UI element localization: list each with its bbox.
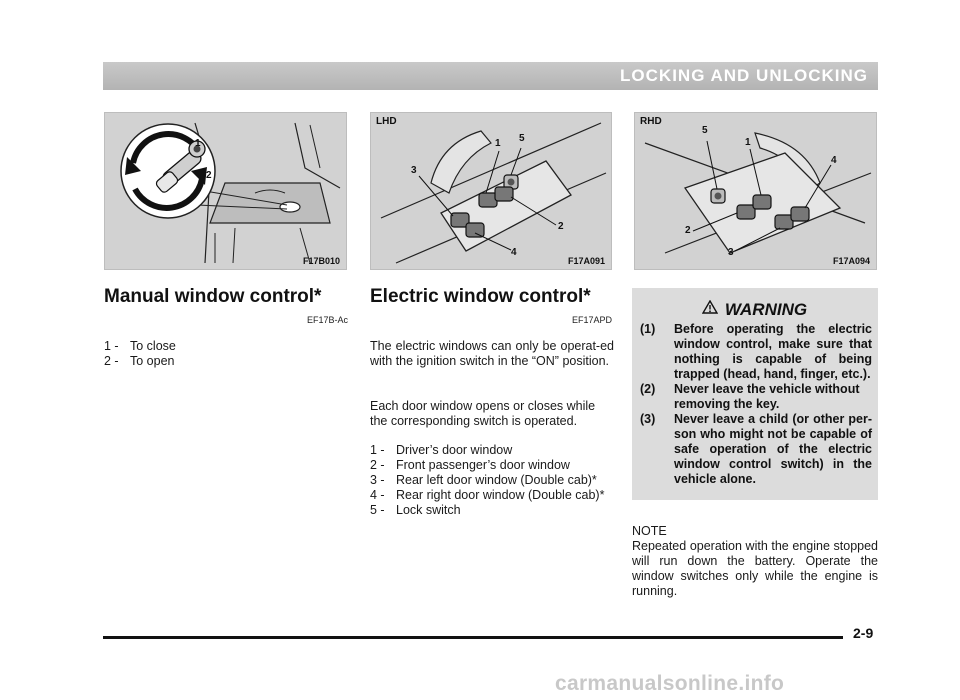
- figure-manual-window: [104, 112, 347, 270]
- list-item: 4 - Rear right door window (Double cab)*: [370, 488, 605, 502]
- list-item: (2) Never leave the vehicle without removing the key.: [640, 382, 860, 411]
- manual-section-title: Manual window control*: [104, 286, 322, 307]
- rhd-switch-illustration: [635, 113, 877, 270]
- watermark: carmanualsonline.info: [555, 672, 785, 695]
- page-number: 2-9: [853, 625, 874, 641]
- callout-5: 5: [519, 133, 525, 144]
- electric-section-title: Electric window control*: [370, 286, 591, 307]
- electric-items-list: [370, 443, 620, 518]
- list-item: (3) Never leave a child (or other per-son who might not be capable of safe operation of the electric window control switch) in the vehicle alone.: [640, 412, 872, 486]
- note-label: NOTE: [632, 524, 667, 538]
- list-item: 3 - Rear left door window (Double cab)*: [370, 473, 597, 487]
- list-item: 1 - To close: [104, 339, 176, 353]
- list-item: (1) Before operating the electric window control, make sure that nothing is capable of being trapped (head, hand, finger, etc.).: [640, 322, 872, 381]
- warning-heading: WARNING: [724, 300, 808, 319]
- callout-4: 4: [511, 247, 517, 258]
- note-block: [632, 524, 878, 599]
- callout-2: 2: [558, 221, 564, 232]
- callout-4: 4: [831, 155, 837, 166]
- electric-para-1: The electric windows can only be operat-ed with the ignition switch in the “ON” position.: [370, 339, 614, 368]
- callout-2: 2: [685, 225, 691, 236]
- callout-close: 1: [195, 138, 201, 149]
- figure-code: F17B010: [302, 256, 340, 266]
- figure-rhd-switches: [634, 112, 877, 270]
- warning-box: [632, 288, 878, 500]
- callout-open: 2: [206, 170, 212, 181]
- manual-items-list: [104, 339, 348, 369]
- manual-section-code: EF17B-Ac: [306, 315, 348, 325]
- figure-code: F17A094: [832, 256, 870, 266]
- section-title: LOCKING AND UNLOCKING: [620, 66, 868, 85]
- callout-3: 3: [728, 247, 734, 258]
- warning-list: [640, 322, 872, 487]
- list-item: 5 - Lock switch: [370, 503, 461, 517]
- figure-code: F17A091: [567, 256, 605, 266]
- callout-1: 1: [745, 137, 751, 148]
- header-bar: [103, 62, 878, 90]
- figure-tag: RHD: [640, 116, 662, 127]
- electric-para-2: Each door window opens or closes while the corresponding switch is operated.: [370, 399, 596, 428]
- figure-tag: LHD: [376, 116, 397, 127]
- figure-lhd-switches: [370, 112, 612, 270]
- lhd-switch-illustration: [371, 113, 612, 270]
- note-text: Repeated operation with the engine stopped will run down the battery. Operate the window switches only while the engine is running.: [632, 539, 878, 598]
- list-item: 1 - Driver’s door window: [370, 443, 513, 457]
- footer-rule: [103, 636, 843, 639]
- list-item: 2 - To open: [104, 354, 175, 368]
- callout-3: 3: [411, 165, 417, 176]
- manual-window-illustration: [105, 113, 347, 270]
- electric-section-code: EF17APD: [571, 315, 612, 325]
- list-item: 2 - Front passenger’s door window: [370, 458, 570, 472]
- callout-5: 5: [702, 125, 708, 136]
- callout-1: 1: [495, 138, 501, 149]
